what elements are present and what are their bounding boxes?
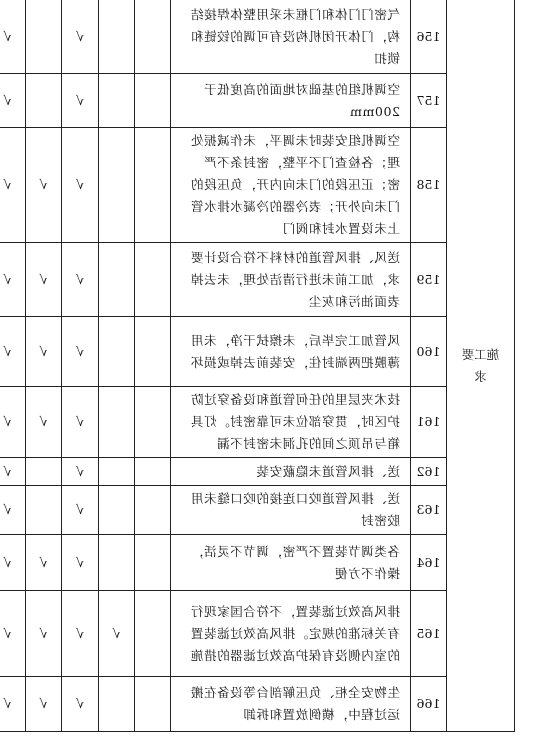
check-mark-cell: √ — [0, 128, 26, 243]
item-description: 空调机组安装时未调平，未作减振处理；各检查门不平整，密封条不严密；正压段的门未向内开，负压段的门未向外开；表冷器的冷凝水排水管上未设置水封和阀门 — [171, 128, 411, 243]
item-description: 送、排风管道咬口连接的咬口缝未用胶密封 — [171, 486, 411, 535]
item-description: 气密门门体和门框未采用整体焊接结构，门体开闭机构没有可调的铰链和锁扣 — [171, 0, 411, 74]
item-number: 162 — [411, 458, 447, 486]
item-number: 156 — [411, 0, 447, 74]
check-mark-cell: √ — [62, 486, 99, 535]
check-mark-cell — [99, 458, 135, 486]
check-mark-cell: √ — [62, 677, 99, 732]
table-row — [0, 486, 515, 535]
check-mark-cell — [135, 74, 171, 128]
check-mark-cell: √ — [62, 0, 99, 74]
check-mark-cell — [99, 317, 135, 387]
check-mark-cell — [99, 535, 135, 591]
item-number: 163 — [411, 486, 447, 535]
check-mark-cell — [99, 677, 135, 732]
check-mark-cell: √ — [62, 535, 99, 591]
check-mark-cell: √ — [26, 317, 62, 387]
check-mark-cell: √ — [62, 243, 99, 317]
check-mark-cell — [135, 243, 171, 317]
check-mark-cell — [99, 243, 135, 317]
check-mark-cell — [99, 74, 135, 128]
check-mark-cell: √ — [62, 128, 99, 243]
item-number: 161 — [411, 387, 447, 458]
check-mark-cell — [26, 0, 62, 74]
item-number: 160 — [411, 317, 447, 387]
check-mark-cell: √ — [0, 74, 26, 128]
table-row — [0, 677, 515, 732]
check-mark-cell: √ — [26, 128, 62, 243]
table-row — [0, 128, 515, 243]
check-mark-cell: √ — [0, 0, 26, 74]
check-mark-cell: √ — [62, 74, 99, 128]
item-number: 165 — [411, 591, 447, 677]
check-mark-cell — [135, 317, 171, 387]
check-mark-cell: √ — [0, 677, 26, 732]
check-mark-cell — [135, 535, 171, 591]
table-row — [0, 458, 515, 486]
item-description: 风管加工完毕后，未擦拭干净，未用薄膜把两端封住，安装前去掉或损坏 — [171, 317, 411, 387]
table-row — [0, 0, 515, 74]
item-description: 排风高效过滤装置，不符合国家现行有关标准的规定。排风高效过滤装置的室内侧没有保护高效过滤器的措施 — [171, 591, 411, 677]
check-mark-cell: √ — [26, 677, 62, 732]
check-mark-cell — [135, 591, 171, 677]
item-number: 158 — [411, 128, 447, 243]
check-mark-cell: √ — [0, 535, 26, 591]
category-cell: 施工要求 — [447, 0, 515, 732]
item-description: 空调机组的基础对地面的高度低于200mm — [171, 74, 411, 128]
check-mark-cell: √ — [26, 243, 62, 317]
check-mark-cell: √ — [62, 317, 99, 387]
check-mark-cell — [99, 387, 135, 458]
check-mark-cell — [135, 486, 171, 535]
check-mark-cell: √ — [62, 387, 99, 458]
check-mark-cell — [135, 128, 171, 243]
table-row — [0, 387, 515, 458]
check-mark-cell — [26, 458, 62, 486]
check-mark-cell — [99, 0, 135, 74]
item-description: 送、排风管道未隐蔽安装 — [171, 458, 411, 486]
table-row — [0, 535, 515, 591]
check-mark-cell: √ — [62, 591, 99, 677]
item-number: 157 — [411, 74, 447, 128]
table-row — [0, 243, 515, 317]
check-mark-cell: √ — [0, 317, 26, 387]
check-mark-cell: √ — [0, 458, 26, 486]
check-mark-cell — [99, 486, 135, 535]
check-mark-cell: √ — [26, 591, 62, 677]
table-row — [0, 591, 515, 677]
check-mark-cell — [135, 0, 171, 74]
check-mark-cell — [99, 128, 135, 243]
check-mark-cell — [135, 458, 171, 486]
check-mark-cell: √ — [0, 591, 26, 677]
check-mark-cell: √ — [0, 486, 26, 535]
check-mark-cell — [135, 677, 171, 732]
check-mark-cell: √ — [26, 535, 62, 591]
item-description: 送风、排风管道的材料不符合设计要求，加工前未进行清洁处理，未去掉表面油污和灰尘 — [171, 243, 411, 317]
item-number: 166 — [411, 677, 447, 732]
check-mark-cell: √ — [0, 387, 26, 458]
item-number: 159 — [411, 243, 447, 317]
check-mark-cell — [26, 74, 62, 128]
check-mark-cell: √ — [26, 387, 62, 458]
check-mark-cell: √ — [99, 591, 135, 677]
item-description: 技术夹层里的任何管道和设备穿过防护区时，贯穿部位未可靠密封。灯具箱与吊顶之间的孔洞未密封不漏 — [171, 387, 411, 458]
item-description: 各类调节装置不严密，调节不灵活，操作不方便 — [171, 535, 411, 591]
table-row — [0, 317, 515, 387]
item-description: 生物安全柜、负压解剖台等设备在搬运过程中，横倒放置和拆卸 — [171, 677, 411, 732]
check-mark-cell — [135, 387, 171, 458]
check-mark-cell: √ — [62, 458, 99, 486]
check-mark-cell: √ — [0, 243, 26, 317]
item-number: 164 — [411, 535, 447, 591]
table-row — [0, 74, 515, 128]
check-mark-cell — [26, 486, 62, 535]
